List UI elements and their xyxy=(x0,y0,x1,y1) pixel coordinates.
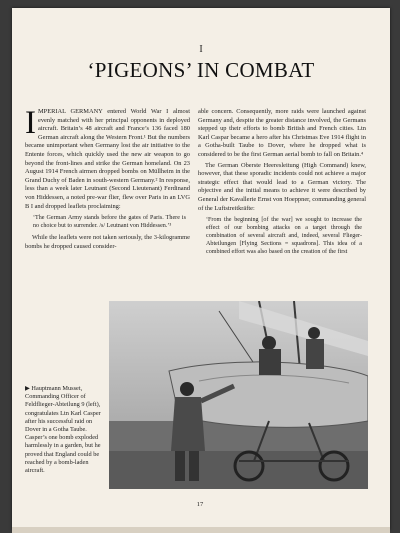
caption-marker: ▶ xyxy=(25,385,30,392)
right-column xyxy=(198,108,366,298)
right-paragraph-2: The German Oberste Heeresleitung (High Command) knew, however, that these sporadic incidents could not achieve a major strategic effect that would lead to a German victory. The objective and the initial means to achieve it were described by General der Kavallerie Ernst von Hoeppner, commanding general of the Luftstreitkräfte: xyxy=(198,161,366,212)
caption-text: Hauptmann Musset, Commanding Officer of Feldflieger-Abteilung 9 (left), congratulates Ltn Karl Casper after his successful raid on Dover in a Gotha Taube. Casper’s one bomb exploded harmlessly in a garden, but he proved that England could be reached by a bomb-laden aircraft. xyxy=(25,385,101,475)
left-column xyxy=(25,108,190,298)
page-edge xyxy=(12,527,390,533)
right-paragraph-1: able concern. Consequently, more raids were launched against Germany and, despite the greater distance involved, the Germans stepped up their efforts to bomb British and French cities. Ltn Karl Caspar became a hero after his Christmas Eve 1914 flight in a Gotha-built Taube to Dover, where he dropped what is considered to be the first German aerial bomb to fall on Britain.⁴ xyxy=(198,108,366,158)
historical-photo xyxy=(109,301,368,489)
left-paragraph-1 xyxy=(25,108,190,211)
drop-cap: I xyxy=(25,108,36,141)
photo-caption xyxy=(25,385,107,475)
leaflet-quote: ‘The German Army stands before the gates of Paris. There is no choice but to surrender. /s/ Leutnant von Hiddessen.’³ xyxy=(33,215,186,230)
page-number: 17 xyxy=(196,501,204,508)
left-paragraph-2: While the leaflets were not taken seriously, the 3-kilogramme bombs he dropped caused consider- xyxy=(25,234,190,250)
chapter-title: ‘PIGEONS’ IN COMBAT xyxy=(87,58,315,82)
hoeppner-quote: ‘From the beginning [of the war] we sought to increase the effect of our bombing attacks on a target through the combination of several aircraft and, indeed, several Flieger-Abteilungen [Flying Sections = squadrons]. This idea of a combined effort was also based on the creation of the first xyxy=(206,217,362,256)
left-paragraph-1-text: MPERIAL GERMANY entered World War I almost evenly matched with her principal opponents in deployed aircraft. Britain’s 48 aircraft and France’s 136 faced 180 German aircraft along the Western Front.¹ But the numbers became unimportant when Germany lost the air initiative to the Entente forces, which quickly used the new air weapon to go beyond the front-lines and strike the German homeland. On 23 August 1914 French airmen dropped bombs on Müllheim in the Grand Duchy of Baden in south-western Germany.² In response, less than a week later Leutnant (Second Lieutenant) Ferdinand von Hiddessen, a noted pre-war flier, flew over Paris in an LVG B I and dropped leaflets proclaiming: xyxy=(25,108,190,210)
photo-illustration xyxy=(109,301,368,489)
chapter-number: I xyxy=(199,44,203,55)
